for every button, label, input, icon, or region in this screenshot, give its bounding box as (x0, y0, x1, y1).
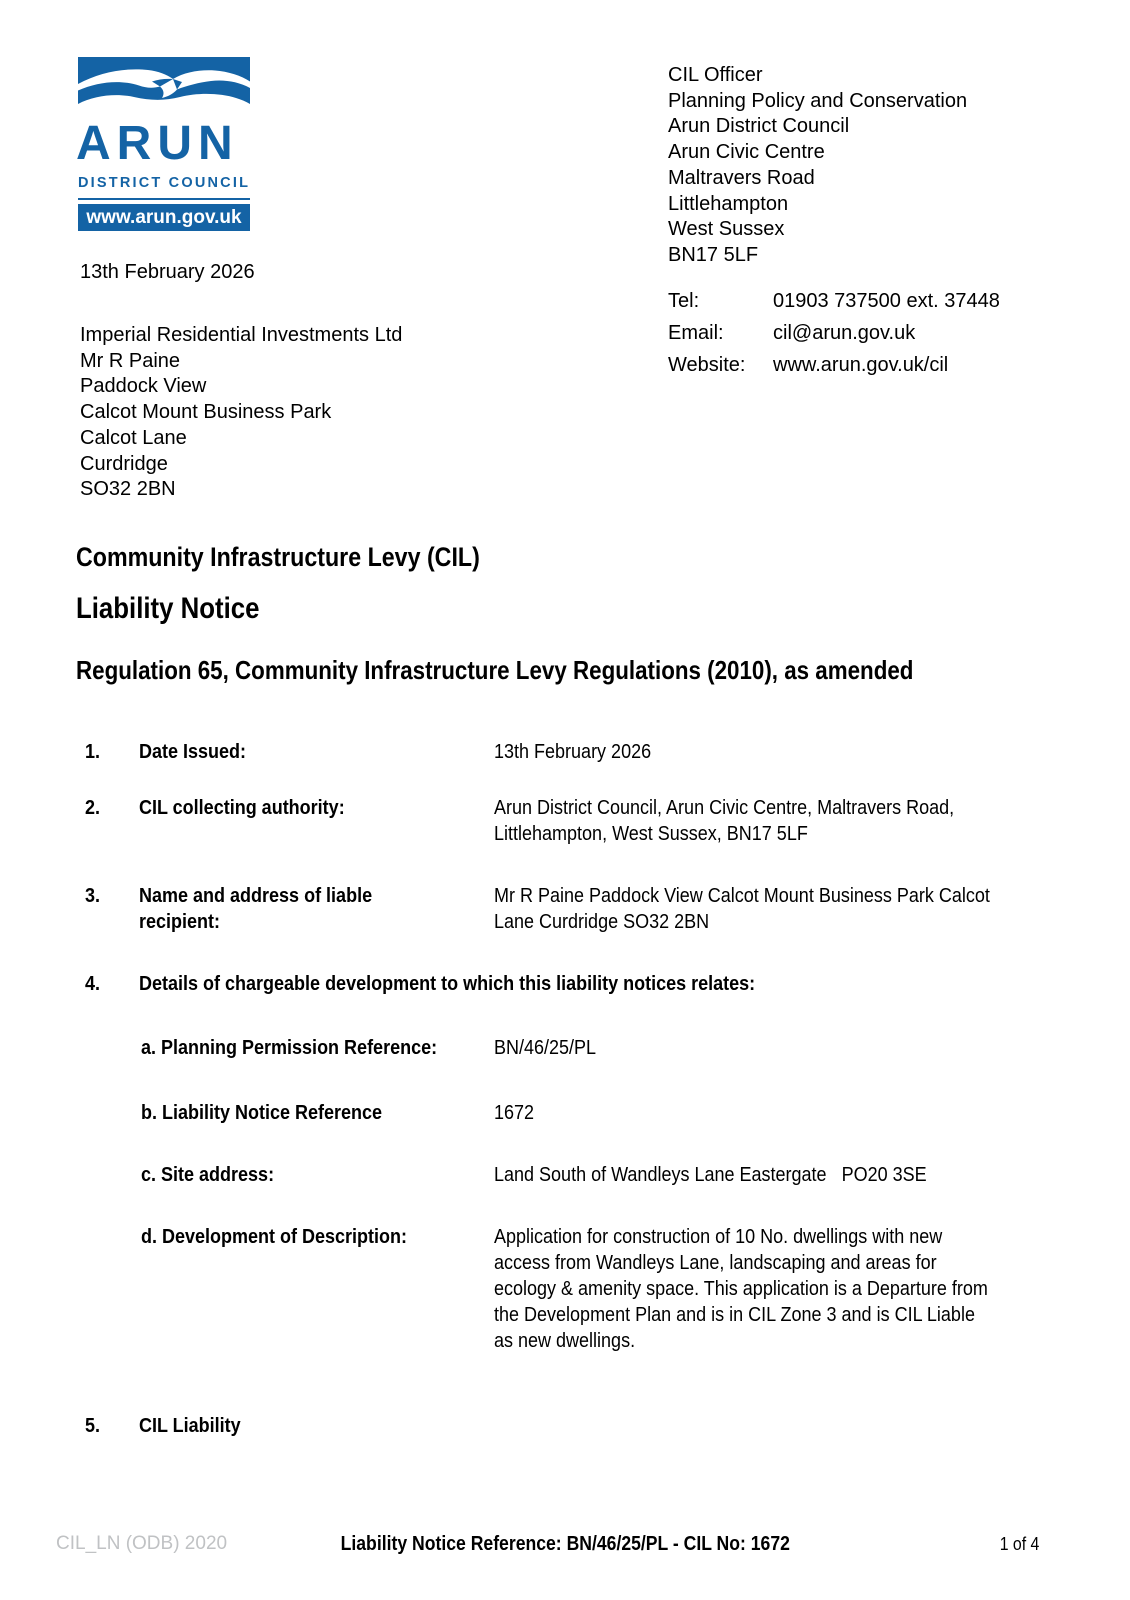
email-label: Email: (668, 322, 724, 344)
subitem-value: Land South of Wandleys Lane Eastergate PO20 3SE (494, 1164, 927, 1186)
item-number: 2. (85, 797, 101, 819)
footer-reference: Liability Notice Reference: BN/46/25/PL - CIL No: 1672 (340, 1533, 790, 1555)
subitem-value-line: as new dwellings. (494, 1330, 636, 1352)
recipient-line: SO32 2BN (80, 478, 176, 501)
item-value-line: Lane Curdridge SO32 2BN (494, 911, 710, 933)
email-value: cil@arun.gov.uk (773, 322, 916, 344)
contact-row-email (668, 322, 1000, 354)
logo-website-bar: www.arun.gov.uk (78, 204, 250, 231)
subitem-value-line: Application for construction of 10 No. dwellings with new (494, 1226, 943, 1248)
contact-details (668, 290, 1000, 386)
item-label: Date Issued: (139, 741, 247, 763)
item-number: 3. (85, 885, 101, 907)
recipient-line: Curdridge (80, 452, 168, 475)
footer-page-number: 1 of 4 (999, 1534, 1040, 1554)
sender-line: Planning Policy and Conservation (668, 89, 968, 112)
subitem-label: c. Site address: (141, 1164, 275, 1186)
logo-wordmark: ARUN (76, 117, 239, 170)
subitem-label: d. Development of Description: (141, 1226, 408, 1248)
sender-line: Arun Civic Centre (668, 141, 825, 164)
tel-value: 01903 737500 ext. 37448 (773, 290, 1000, 312)
contact-row-website (668, 354, 1000, 386)
subitem-label: b. Liability Notice Reference (141, 1102, 383, 1124)
recipient-line: Imperial Residential Investments Ltd (80, 324, 403, 346)
page-footer (0, 1531, 1130, 1557)
heading-cil: Community Infrastructure Levy (CIL) (76, 542, 480, 572)
page-title: Liability Notice (76, 592, 260, 625)
item-label: CIL collecting authority: (139, 797, 345, 819)
item-value: 13th February 2026 (494, 741, 652, 763)
tel-label: Tel: (668, 290, 700, 312)
subitem-value: 1672 (494, 1102, 535, 1124)
recipient-line: Mr R Paine (80, 349, 181, 372)
recipient-line: Paddock View (80, 375, 207, 398)
arun-logo (78, 57, 250, 231)
subitem-value-line: access from Wandleys Lane, landscaping and areas for (494, 1252, 937, 1274)
subitem-value: BN/46/25/PL (494, 1037, 597, 1059)
recipient-address-block (80, 323, 402, 503)
item-label: Details of chargeable development to which this liability notices relates: (139, 973, 756, 995)
item-value-line: Arun District Council, Arun Civic Centre, Maltravers Road, (494, 797, 955, 819)
logo-divider (78, 198, 250, 200)
website-value: www.arun.gov.uk/cil (773, 354, 949, 376)
sender-line: Maltravers Road (668, 166, 815, 189)
recipient-line: Calcot Mount Business Park (80, 401, 332, 424)
letter-date: 13th February 2026 (80, 261, 255, 283)
item-number: 4. (85, 973, 101, 995)
website-label: Website: (668, 354, 746, 376)
sender-line: CIL Officer (668, 64, 763, 86)
item-value-line: Littlehampton, West Sussex, BN17 5LF (494, 823, 808, 845)
item-value-line: Mr R Paine Paddock View Calcot Mount Business Park Calcot (494, 885, 990, 907)
seagull-waves-icon (78, 57, 250, 117)
subitem-value-line: ecology & amenity space. This application is a Departure from (494, 1278, 988, 1300)
sender-line: Arun District Council (668, 115, 850, 138)
item-label-line: recipient: (139, 911, 221, 933)
sender-address-block (668, 63, 967, 269)
heading-regulation: Regulation 65, Community Infrastructure Levy Regulations (2010), as amended (76, 655, 914, 685)
item-number: 5. (85, 1415, 101, 1437)
subitem-value-line: the Development Plan and is in CIL Zone 3 and is CIL Liable (494, 1304, 975, 1326)
sender-line: Littlehampton (668, 192, 789, 215)
footer-form-code: CIL_LN (ODB) 2020 (56, 1533, 228, 1554)
subitem-label: a. Planning Permission Reference: (141, 1037, 438, 1059)
logo-subtitle: DISTRICT COUNCIL (78, 175, 251, 191)
recipient-line: Calcot Lane (80, 426, 187, 449)
contact-row-tel (668, 290, 1000, 322)
item-label-line: Name and address of liable (139, 885, 373, 907)
item-label: CIL Liability (139, 1415, 241, 1437)
sender-line: BN17 5LF (668, 243, 759, 266)
item-number: 1. (85, 741, 101, 763)
sender-line: West Sussex (668, 218, 785, 241)
